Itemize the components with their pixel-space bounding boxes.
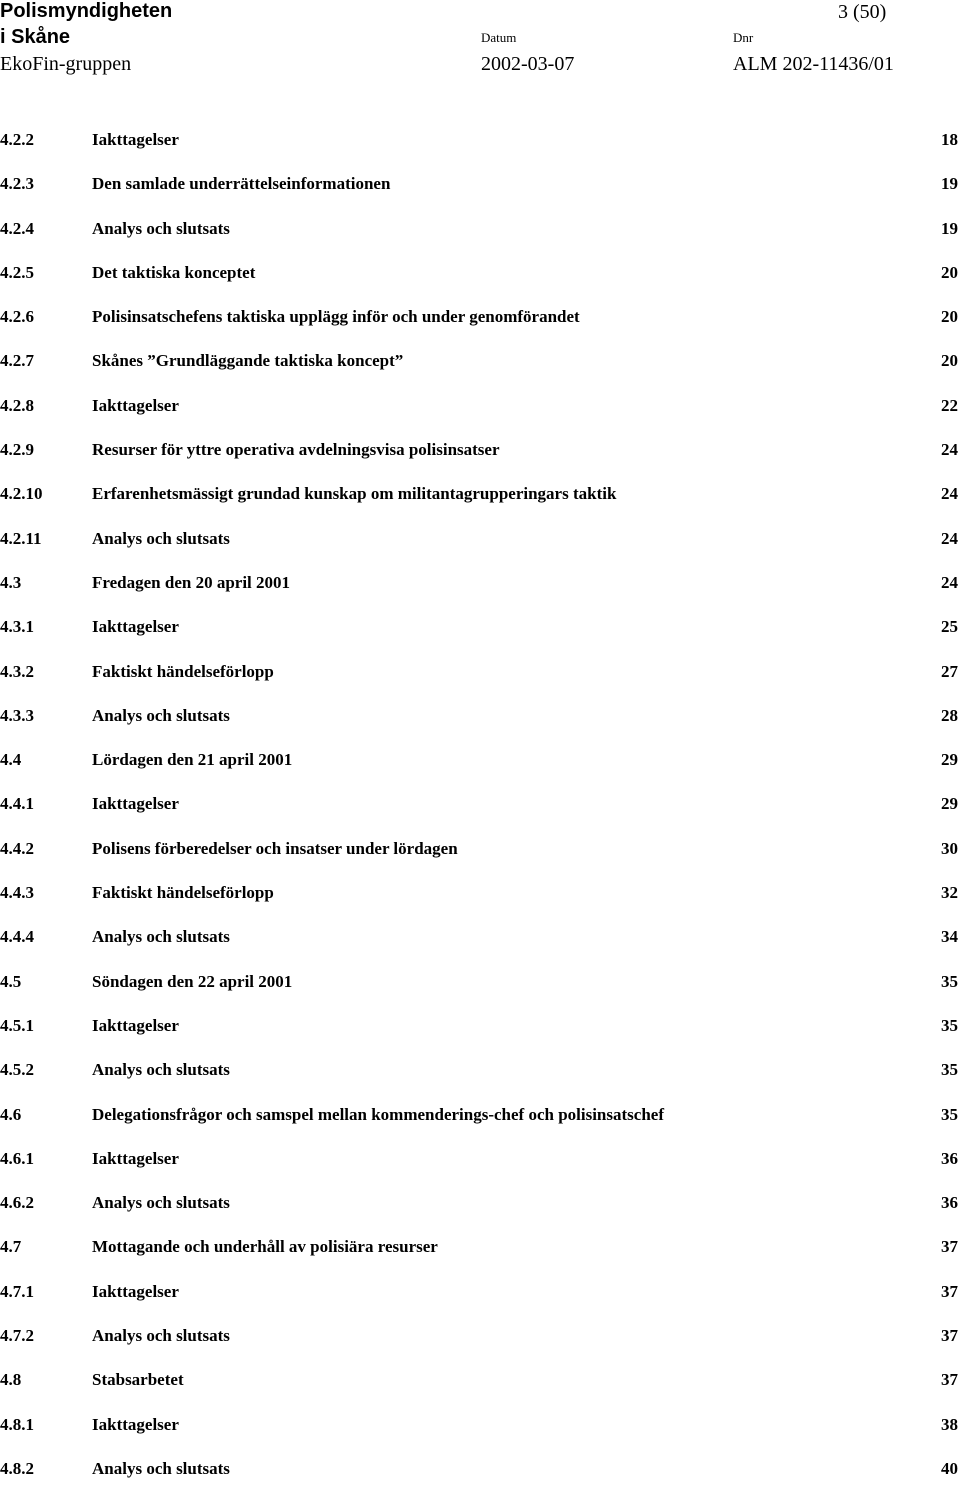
toc-entry-title: Analys och slutsats bbox=[92, 528, 230, 548]
toc-entry[interactable] bbox=[0, 1004, 960, 1048]
toc-entry-page: 35 bbox=[941, 1060, 958, 1080]
toc-entry-title: Erfarenhetsmässigt grundad kunskap om militantagrupperingars taktik bbox=[92, 484, 617, 504]
toc-entry-number: 4.2.2 bbox=[0, 130, 34, 149]
toc-entry-number: 4.5 bbox=[0, 971, 22, 991]
toc-entry[interactable] bbox=[0, 738, 960, 782]
toc-entry[interactable] bbox=[0, 517, 960, 561]
toc-entry[interactable] bbox=[0, 1093, 960, 1137]
toc-entry[interactable] bbox=[0, 650, 960, 694]
toc-entry-page: 27 bbox=[941, 661, 958, 681]
toc-entry-title: Den samlade underrättelseinformationen bbox=[92, 174, 391, 194]
toc-entry-page: 29 bbox=[941, 750, 958, 770]
toc-entry-number: 4.2.4 bbox=[0, 218, 34, 238]
toc-entry-page: 37 bbox=[941, 1281, 958, 1301]
dnr-value: ALM 202-11436/01 bbox=[733, 53, 894, 75]
toc-entry-page: 40 bbox=[941, 1458, 958, 1478]
toc-entry-page: 18 bbox=[941, 130, 958, 149]
toc-entry[interactable] bbox=[0, 1270, 960, 1314]
toc-entry[interactable] bbox=[0, 251, 960, 295]
toc-entry-number: 4.2.3 bbox=[0, 174, 34, 194]
toc-entry-number: 4.4 bbox=[0, 750, 22, 770]
toc-entry-page: 30 bbox=[941, 838, 958, 858]
toc-entry-page: 20 bbox=[941, 351, 958, 371]
toc-entry-number: 4.4.1 bbox=[0, 794, 34, 814]
toc-entry-title: Stabsarbetet bbox=[92, 1370, 184, 1390]
toc-entry-title: Analys och slutsats bbox=[92, 927, 230, 947]
page-number: 3 (50) bbox=[838, 1, 887, 23]
toc-entry-title: Analys och slutsats bbox=[92, 1326, 230, 1346]
toc-entry-page: 24 bbox=[941, 572, 958, 592]
toc-entry[interactable] bbox=[0, 827, 960, 871]
toc-entry-title: Faktiskt händelseförlopp bbox=[92, 661, 274, 681]
toc-entry-page: 36 bbox=[941, 1193, 958, 1213]
toc-entry-title: Mottagande och underhåll av polisiära resurser bbox=[92, 1237, 438, 1257]
toc-entry-title: Iakttagelser bbox=[92, 1281, 179, 1301]
toc-entry-page: 24 bbox=[941, 528, 958, 548]
toc-entry-title: Iakttagelser bbox=[92, 395, 179, 415]
toc-entry-title: Analys och slutsats bbox=[92, 705, 230, 725]
document-header bbox=[0, 0, 960, 90]
toc-entry-number: 4.2.10 bbox=[0, 484, 43, 504]
toc-entry-title: Iakttagelser bbox=[92, 130, 179, 149]
toc-entry-number: 4.8 bbox=[0, 1370, 22, 1390]
toc-entry-number: 4.6.2 bbox=[0, 1193, 34, 1213]
toc-entry-page: 32 bbox=[941, 883, 958, 903]
toc-entry-number: 4.5.1 bbox=[0, 1015, 34, 1035]
toc-entry[interactable] bbox=[0, 118, 960, 162]
toc-entry-page: 19 bbox=[941, 174, 958, 194]
toc-entry-title: Resurser för yttre operativa avdelningsvisa polisinsatser bbox=[92, 440, 500, 460]
toc-entry-page: 38 bbox=[941, 1414, 958, 1434]
toc-entry-number: 4.2.6 bbox=[0, 307, 34, 327]
toc-entry-title: Faktiskt händelseförlopp bbox=[92, 883, 274, 903]
toc-entry[interactable] bbox=[0, 960, 960, 1004]
toc-entry-title: Skånes ”Grundläggande taktiska koncept” bbox=[92, 351, 404, 371]
toc-entry-page: 37 bbox=[941, 1237, 958, 1257]
toc-entry-title: Iakttagelser bbox=[92, 1015, 179, 1035]
toc-entry[interactable] bbox=[0, 1314, 960, 1358]
date-value: 2002-03-07 bbox=[481, 53, 575, 75]
toc-entry-title: Polisens förberedelser och insatser under lördagen bbox=[92, 838, 458, 858]
toc-entry-page: 37 bbox=[941, 1370, 958, 1390]
toc-entry[interactable] bbox=[0, 605, 960, 649]
toc-entry-page: 22 bbox=[941, 395, 958, 415]
toc-entry-number: 4.3.2 bbox=[0, 661, 34, 681]
toc-entry-number: 4.2.9 bbox=[0, 440, 34, 460]
toc-entry-page: 29 bbox=[941, 794, 958, 814]
toc-entry[interactable] bbox=[0, 295, 960, 339]
toc-entry-page: 37 bbox=[941, 1326, 958, 1346]
toc-entry-title: Analys och slutsats bbox=[92, 1458, 230, 1478]
toc-entry-number: 4.4.4 bbox=[0, 927, 34, 947]
toc-entry[interactable] bbox=[0, 871, 960, 915]
toc-entry-title: Fredagen den 20 april 2001 bbox=[92, 572, 291, 592]
toc-entry-number: 4.6 bbox=[0, 1104, 22, 1124]
toc-entry-title: Söndagen den 22 april 2001 bbox=[92, 971, 293, 991]
toc-entry[interactable] bbox=[0, 1447, 960, 1491]
toc-entry-page: 20 bbox=[941, 307, 958, 327]
toc-entry-page: 20 bbox=[941, 262, 958, 282]
toc-entry-number: 4.2.11 bbox=[0, 528, 42, 548]
toc-entry-page: 25 bbox=[941, 617, 958, 637]
toc-entry-number: 4.3 bbox=[0, 572, 22, 592]
toc-entry-title: Iakttagelser bbox=[92, 1414, 179, 1434]
toc-entry-title: Analys och slutsats bbox=[92, 1193, 230, 1213]
toc-entry-number: 4.2.8 bbox=[0, 395, 34, 415]
toc-entry[interactable] bbox=[0, 915, 960, 959]
toc-entry-number: 4.8.2 bbox=[0, 1458, 34, 1478]
toc-entry-title: Iakttagelser bbox=[92, 617, 179, 637]
toc-entry-title: Delegationsfrågor och samspel mellan kommenderings-chef och polisinsatschef bbox=[92, 1104, 664, 1124]
date-label: Datum bbox=[481, 30, 517, 45]
toc-entry[interactable] bbox=[0, 1358, 960, 1402]
toc-entry[interactable] bbox=[0, 1181, 960, 1225]
toc-entry-page: 28 bbox=[941, 705, 958, 725]
toc-entry[interactable] bbox=[0, 384, 960, 428]
toc-entry-number: 4.2.7 bbox=[0, 351, 34, 371]
toc-entry[interactable] bbox=[0, 162, 960, 206]
toc-entry[interactable] bbox=[0, 207, 960, 251]
toc-entry-number: 4.3.1 bbox=[0, 617, 34, 637]
organization-name: Polismyndigheten bbox=[0, 0, 173, 22]
toc-entry-number: 4.7.2 bbox=[0, 1326, 34, 1346]
toc-entry[interactable] bbox=[0, 1048, 960, 1092]
table-of-contents bbox=[0, 118, 960, 1491]
toc-entry-number: 4.5.2 bbox=[0, 1060, 34, 1080]
toc-entry-page: 19 bbox=[941, 218, 958, 238]
toc-entry[interactable] bbox=[0, 1137, 960, 1181]
toc-entry-number: 4.8.1 bbox=[0, 1414, 34, 1434]
toc-entry-number: 4.6.1 bbox=[0, 1148, 34, 1168]
toc-entry-page: 35 bbox=[941, 1104, 958, 1124]
toc-entry[interactable] bbox=[0, 472, 960, 516]
toc-entry-page: 24 bbox=[941, 440, 958, 460]
toc-entry[interactable] bbox=[0, 694, 960, 738]
toc-entry-number: 4.4.3 bbox=[0, 883, 34, 903]
toc-entry-title: Det taktiska konceptet bbox=[92, 262, 256, 282]
toc-entry-page: 24 bbox=[941, 484, 958, 504]
dnr-label: Dnr bbox=[733, 30, 754, 45]
toc-entry[interactable] bbox=[0, 1225, 960, 1269]
toc-entry-title: Iakttagelser bbox=[92, 794, 179, 814]
toc-entry-page: 36 bbox=[941, 1148, 958, 1168]
toc-entry-number: 4.4.2 bbox=[0, 838, 34, 858]
toc-entry-page: 34 bbox=[941, 927, 958, 947]
toc-entry[interactable] bbox=[0, 339, 960, 383]
toc-entry-title: Lördagen den 21 april 2001 bbox=[92, 750, 293, 770]
toc-entry-title: Analys och slutsats bbox=[92, 218, 230, 238]
toc-entry-number: 4.3.3 bbox=[0, 705, 34, 725]
toc-entry-page: 35 bbox=[941, 971, 958, 991]
toc-entry-title: Polisinsatschefens taktiska upplägg inför och under genomförandet bbox=[92, 307, 580, 327]
toc-entry-number: 4.2.5 bbox=[0, 262, 34, 282]
toc-entry[interactable] bbox=[0, 1403, 960, 1447]
toc-entry[interactable] bbox=[0, 782, 960, 826]
toc-entry-title: Iakttagelser bbox=[92, 1148, 179, 1168]
toc-entry[interactable] bbox=[0, 428, 960, 472]
toc-entry-title: Analys och slutsats bbox=[92, 1060, 230, 1080]
unit-name: EkoFin-gruppen bbox=[0, 53, 132, 75]
toc-entry[interactable] bbox=[0, 561, 960, 605]
toc-entry-number: 4.7.1 bbox=[0, 1281, 34, 1301]
toc-entry-page: 35 bbox=[941, 1015, 958, 1035]
toc-entry-number: 4.7 bbox=[0, 1237, 22, 1257]
organization-region: i Skåne bbox=[0, 26, 71, 48]
